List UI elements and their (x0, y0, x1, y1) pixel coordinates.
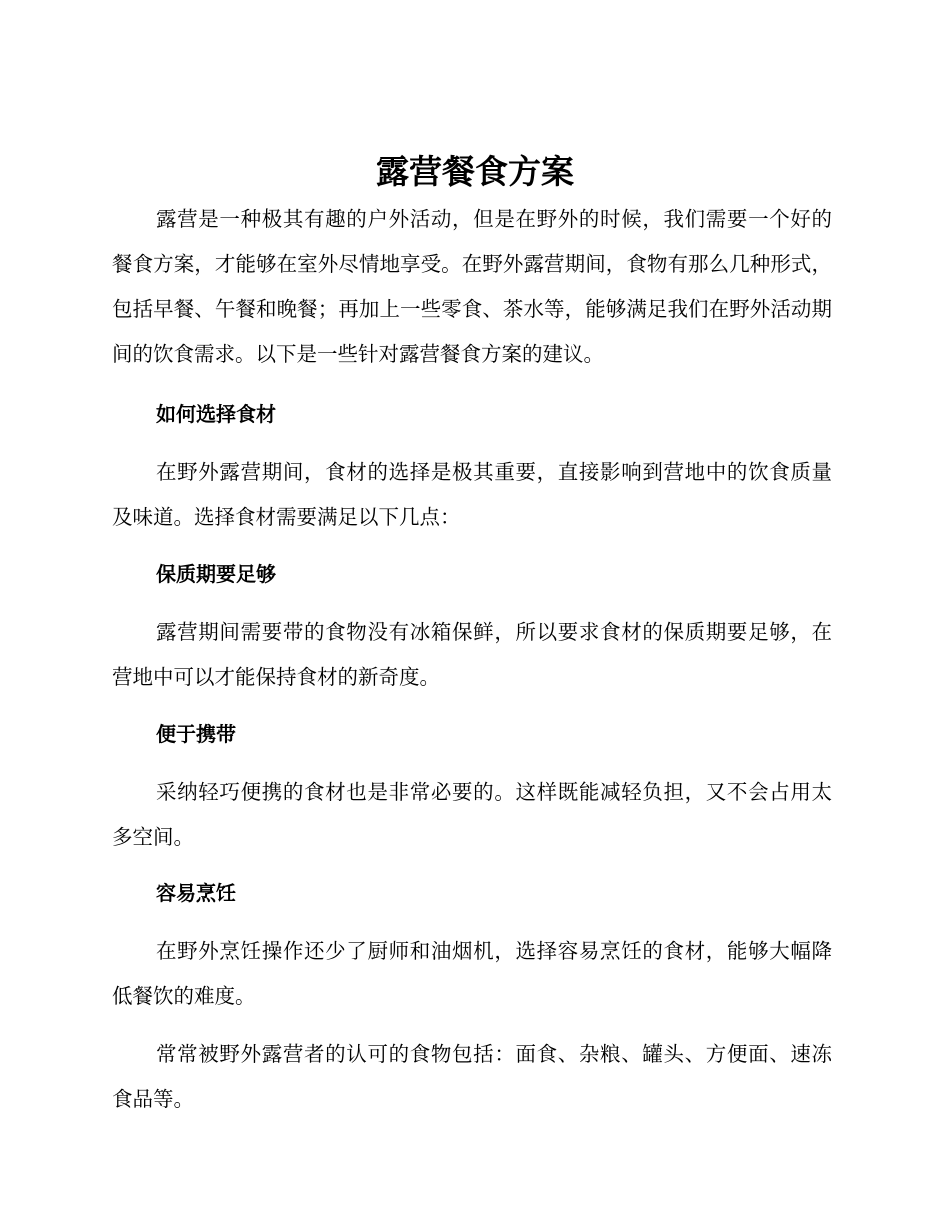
document-title: 露营餐食方案 (376, 152, 574, 191)
point-heading-portable: 便于携带 (156, 722, 236, 746)
point-paragraph-easy-cooking: 在野外烹饪操作还少了厨师和油烟机，选择容易烹饪的食材，能够大幅降低餐饮的难度。 (112, 939, 832, 1008)
point-paragraph-shelf-life: 露营期间需要带的食物没有冰箱保鲜，所以要求食材的保质期要足够，在营地中可以才能保持食材的新奇度。 (112, 620, 832, 689)
point-paragraph-portable: 采纳轻巧便携的食材也是非常必要的。这样既能减轻负担，又不会占用太多空间。 (112, 780, 832, 849)
intro-paragraph: 露营是一种极其有趣的户外活动，但是在野外的时候，我们需要一个好的餐食方案，才能够在室外尽情地享受。在野外露营期间，食物有那么几种形式，包括早餐、午餐和晚餐；再加上一些零食、茶水等，能够满足我们在野外活动期间的饮食需求。以下是一些针对露营餐食方案的建议。 (112, 207, 832, 366)
closing-paragraph: 常常被野外露营者的认可的食物包括：面食、杂粮、罐头、方便面、速冻食品等。 (112, 1042, 832, 1111)
section-paragraph: 在野外露营期间，食材的选择是极其重要，直接影响到营地中的饮食质量及味道。选择食材需要满足以下几点： (112, 460, 832, 529)
point-heading-easy-cooking: 容易烹饪 (156, 881, 236, 905)
section-heading: 如何选择食材 (156, 402, 276, 426)
point-heading-shelf-life: 保质期要足够 (156, 562, 276, 586)
